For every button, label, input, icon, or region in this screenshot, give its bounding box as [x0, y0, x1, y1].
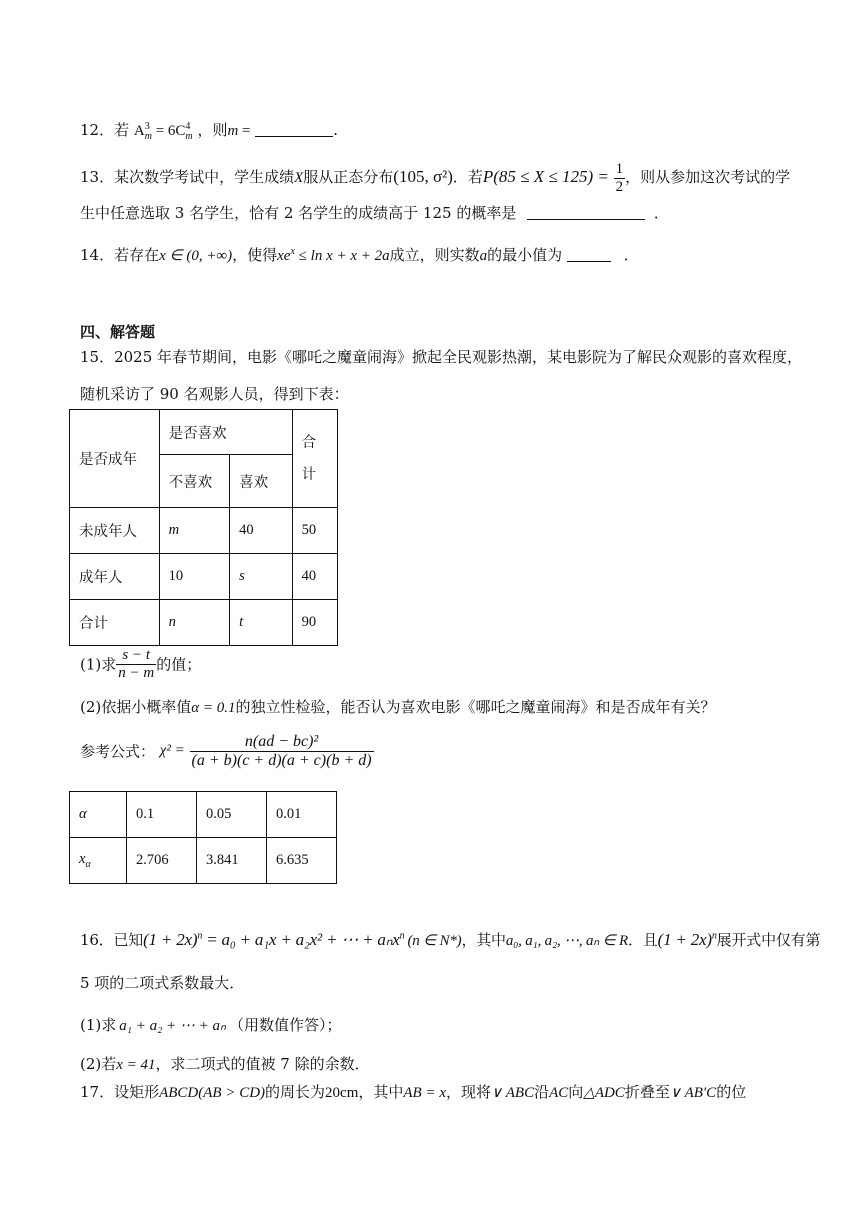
- table-cell: 未成年人: [70, 508, 160, 554]
- table-row: [70, 792, 337, 838]
- q12-arrangement: $A^3_m$: [133, 121, 152, 142]
- table-cell: m: [159, 508, 230, 554]
- table-row: [70, 600, 338, 646]
- table-cell: 0.01: [267, 792, 337, 838]
- question-13-line-2: 生中任意选取 3 名学生，恰有 2 名学生的成绩高于 125 的概率是 ．: [80, 204, 669, 222]
- table-cell: $x_\alpha$: [70, 838, 127, 884]
- q12-number: 12．若: [80, 121, 130, 139]
- question-15-line-2: 随机采访了 90 名观影人员，得到下表：: [80, 385, 349, 403]
- q13-fraction: $\frac{1}{2}$: [615, 161, 624, 195]
- q16-part-1: (1)求 a₁ + a₂ + ⋯ + aₙ （用数值作答）；: [80, 1016, 342, 1034]
- q12-combination: = $6C^4_m$: [151, 121, 193, 142]
- table-cell: α: [70, 792, 127, 838]
- q15-part-1: (1)求 $\frac{s - t}{n - m}$ 的值；: [80, 647, 202, 681]
- q14-inequality: $xe^x \le \ln x + x + 2a$: [277, 246, 390, 264]
- table-cell: 成年人: [70, 554, 160, 600]
- q13-probability: P(85 ≤ X ≤ 125) =: [482, 167, 609, 186]
- table-cell: n: [159, 600, 230, 646]
- header-like: 是否喜欢: [159, 410, 292, 455]
- table-cell: s: [230, 554, 292, 600]
- contingency-table: [69, 409, 338, 646]
- q13-answer-blank[interactable]: [527, 205, 645, 220]
- table-row: [70, 838, 337, 884]
- table-row: [70, 554, 338, 600]
- q12-answer-blank[interactable]: [255, 122, 333, 137]
- question-17-line-1: 17．设矩形ABCD(AB > CD)的周长为20cm，其中AB = x，现将∨ ABC沿AC向△ADC折叠至∨ AB′C的位: [80, 1083, 747, 1101]
- table-cell: t: [230, 600, 292, 646]
- question-13-line-1: 13．某次数学考试中，学生成绩X服从正态分布(105, σ²)．若P(85 ≤ X ≤ 125) = $\frac{1}{2}$ ，则从参加这次考试的学: [80, 161, 791, 195]
- table-cell: 90: [292, 600, 337, 646]
- table-cell: 10: [159, 554, 230, 600]
- q14-domain: x ∈ (0, +∞): [159, 248, 233, 264]
- table-cell: 40: [230, 508, 292, 554]
- reference-formula: 参考公式： χ² = $\frac{\text{n(ad − bc)²}}{(a + b)(c + d)(a + c)(b + d)}$: [80, 733, 372, 769]
- table-cell: 6.635: [267, 838, 337, 884]
- table-cell: 0.05: [197, 792, 267, 838]
- question-15-line-1: 15．2025 年春节期间，电影《哪吒之魔童闹海》掀起全民观影热潮，某电影院为了解民众观影的喜欢程度，: [80, 348, 803, 366]
- chi-square-fraction: $\frac{\text{n(ad − bc)²}}{(a + b)(c + d)(a + c)(b + d)}$: [191, 733, 372, 769]
- header-likes: 喜欢: [230, 455, 292, 508]
- header-dislike: 不喜欢: [159, 455, 230, 508]
- q15-part-2: (2)依据小概率值α = 0.1的独立性检验，能否认为喜欢电影《哪吒之魔童闹海》和是否成年有关？: [80, 698, 716, 716]
- header-adult: 是否成年: [70, 410, 160, 508]
- header-total: 合 计: [292, 410, 337, 508]
- table-row: [70, 508, 338, 554]
- section-heading: 四、解答题: [80, 323, 156, 341]
- table-cell: 合计: [70, 600, 160, 646]
- table-cell: 2.706: [127, 838, 197, 884]
- question-12: 12．若 $A^3_m = 6C^4_m$ ，则m = .: [80, 121, 339, 142]
- question-16-line-1: 16．已知$(1 + 2x)^n = a_0 + a_1x + a_2x^2$ + ⋯ + aₙx$^n$ (n ∈ N*)，其中a₀, a₁, a₂, ⋯, aₙ ∈ R．且$(1 + 2x)^n$展开式中仅有第: [80, 930, 821, 949]
- question-14: 14．若存在x ∈ (0, +∞)，使得$xe^x \le \ln x + x + 2a$成立，则实数a的最小值为 ．: [80, 246, 639, 264]
- table-cell: 0.1: [127, 792, 197, 838]
- table-cell: 40: [292, 554, 337, 600]
- table-cell: 50: [292, 508, 337, 554]
- q13-distribution: (105, σ²): [393, 167, 453, 186]
- q15-fraction: $\frac{s - t}{n - m}$: [118, 647, 155, 681]
- question-16-line-2: 5 项的二项式系数最大．: [80, 974, 245, 992]
- q16-expansion: $(1 + 2x)^n = a_0 + a_1x + a_2x^2$ + ⋯ + aₙx$^n$: [143, 930, 405, 949]
- q14-answer-blank[interactable]: [567, 247, 611, 262]
- q16-part-2: (2)若x = 41，求二项式的值被 7 除的余数．: [80, 1055, 370, 1073]
- critical-value-table: [69, 791, 337, 884]
- table-cell: 3.841: [197, 838, 267, 884]
